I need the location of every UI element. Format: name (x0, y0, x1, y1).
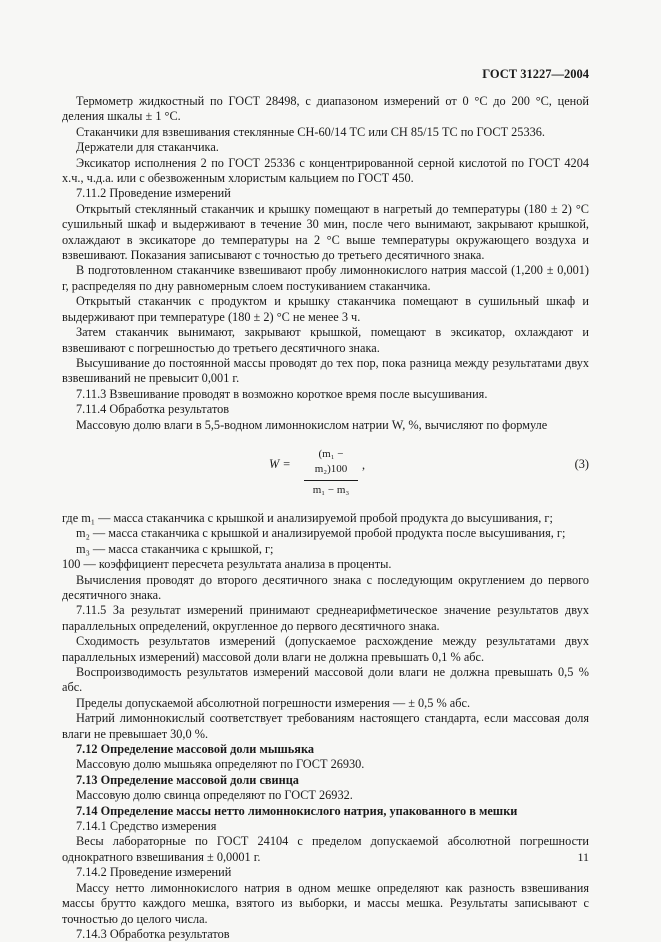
definition-item: где m₁ — масса стаканчика с крышкой и анализируемой пробой продукта до высушивания, г; (62, 510, 553, 525)
standard-header: ГОСТ 31227—2004 (482, 67, 589, 81)
paragraph: Весы лабораторные по ГОСТ 24104 с пределом допускаемой абсолютной погрешности однократного взвешивания ± 0,0001 г. (62, 834, 589, 864)
paragraph: Открытый стеклянный стаканчик и крышку помещают в нагретый до температуры (180 ± 2) °С сушильный шкаф и выдерживают в течение 30 мин, после чего вынимают, закрывают крышкой, охлаждают в эксикаторе до температуры на 2 °С выше температуры окружающего воздуха и взвешивают. Показания записывают с точностью до третьего десятичного знака. (62, 201, 589, 263)
section-heading: 7.12 Определение массовой доли мышьяка (76, 742, 315, 757)
formula-numerator: (m₁ − m₂)100 (304, 447, 358, 481)
paragraph: Стаканчики для взвешивания стеклянные СН-60/14 ТС или СН 85/15 ТС по ГОСТ 25336. (76, 124, 545, 139)
paragraph: 7.11.3 Взвешивание проводят в возможно короткое время после высушивания. (76, 386, 488, 401)
section-heading: 7.14.3 Обработка результатов (76, 926, 230, 941)
paragraph: Вычисления проводят до второго десятичного знака с последующим округлением до первого десятичного знака. (62, 572, 589, 602)
formula-number: (3) (574, 456, 589, 471)
paragraph: Массовую долю свинца определяют по ГОСТ 26932. (76, 788, 353, 803)
paragraph: 7.11.5 За результат измерений принимают среднеарифметическое значение результатов двух параллельных определений, округленное до первого десятичного знака. (62, 603, 589, 633)
formula-definitions (62, 511, 589, 573)
paragraph: Затем стаканчик вынимают, закрывают крышкой, помещают в эксикатор, охлаждают и взвешивают с погрешностью до третьего десятичного знака. (62, 325, 589, 355)
paragraph: Высушивание до постоянной массы проводят до тех пор, пока разница между результатами двух взвешиваний не превысит 0,001 г. (62, 355, 589, 386)
paragraph: Термометр жидкостный по ГОСТ 28498, с диапазоном измерений от 0 °С до 200 °С, ценой деления шкалы ± 1 °С. (62, 94, 589, 124)
definition-item: m₃ — масса стаканчика с крышкой, г; (76, 541, 274, 556)
moisture-formula (62, 445, 589, 501)
paragraph: Массовую долю мышьяка определяют по ГОСТ 26930. (76, 757, 365, 772)
formula-denominator: m₁ − m₃ (312, 483, 350, 496)
paragraph: Пределы допускаемой абсолютной погрешности измерения — ± 0,5 % абс. (76, 695, 471, 710)
document-body (62, 94, 589, 942)
page-number: 11 (577, 850, 589, 864)
paragraph: Натрий лимоннокислый соответствует требованиям настоящего стандарта, если массовая доля влаги не превышает 30,0 %. (62, 711, 589, 741)
formula-comma: , (362, 457, 366, 472)
paragraph: Воспроизводимость результатов измерений массовой доли влаги не должна превышать 0,5 % абс. (62, 665, 589, 695)
section-heading: 7.14 Определение массы нетто лимоннокислого натрия, упакованного в мешки (76, 803, 518, 818)
formula-fraction (304, 447, 358, 498)
paragraph: В подготовленном стаканчике взвешивают пробу лимоннокислого натрия массой (1,200 ± 0,001) г, распределяя по дну равномерным слоем постукиванием стаканчика. (62, 263, 589, 293)
paragraph: Открытый стаканчик с продуктом и крышку стаканчика помещают в сушильный шкаф и выдерживают при температуре (180 ± 2) °С не менее 3 ч. (62, 294, 589, 324)
paragraph: Держатели для стаканчика. (76, 140, 219, 155)
paragraph: Массу нетто лимоннокислого натрия в одном мешке определяют как разность взвешивания массы брутто каждого мешка, взятого из выборки, и массы мешка. Результаты записывают с точностью до целого числа. (62, 880, 589, 926)
section-heading: 7.14.2 Проведение измерений (76, 865, 232, 880)
section-heading: 7.13 Определение массовой доли свинца (76, 772, 299, 787)
section-heading: 7.14.1 Средство измерения (76, 819, 217, 834)
formula-lhs: W = (269, 456, 291, 471)
definition-item: 100 — коэффициент пересчета результата анализа в проценты. (62, 557, 392, 572)
paragraph: Массовую долю влаги в 5,5-водном лимоннокислом натрии W, %, вычисляют по формуле (76, 417, 548, 432)
definition-item: m₂ — масса стаканчика с крышкой и анализируемой пробой продукта после высушивания, г; (76, 526, 566, 541)
paragraph: Эксикатор исполнения 2 по ГОСТ 25336 с концентрированной серной кислотой по ГОСТ 4204 х.ч., ч.д.а. или с обезвоженным хлористым кальцием по ГОСТ 450. (62, 155, 589, 186)
paragraph: Сходимость результатов измерений (допускаемое расхождение между результатами двух параллельных измерений) массовой доли влаги не должна превышать 0,1 % абс. (62, 634, 589, 664)
section-heading: 7.11.4 Обработка результатов (76, 402, 230, 417)
section-heading: 7.11.2 Проведение измерений (76, 186, 231, 201)
